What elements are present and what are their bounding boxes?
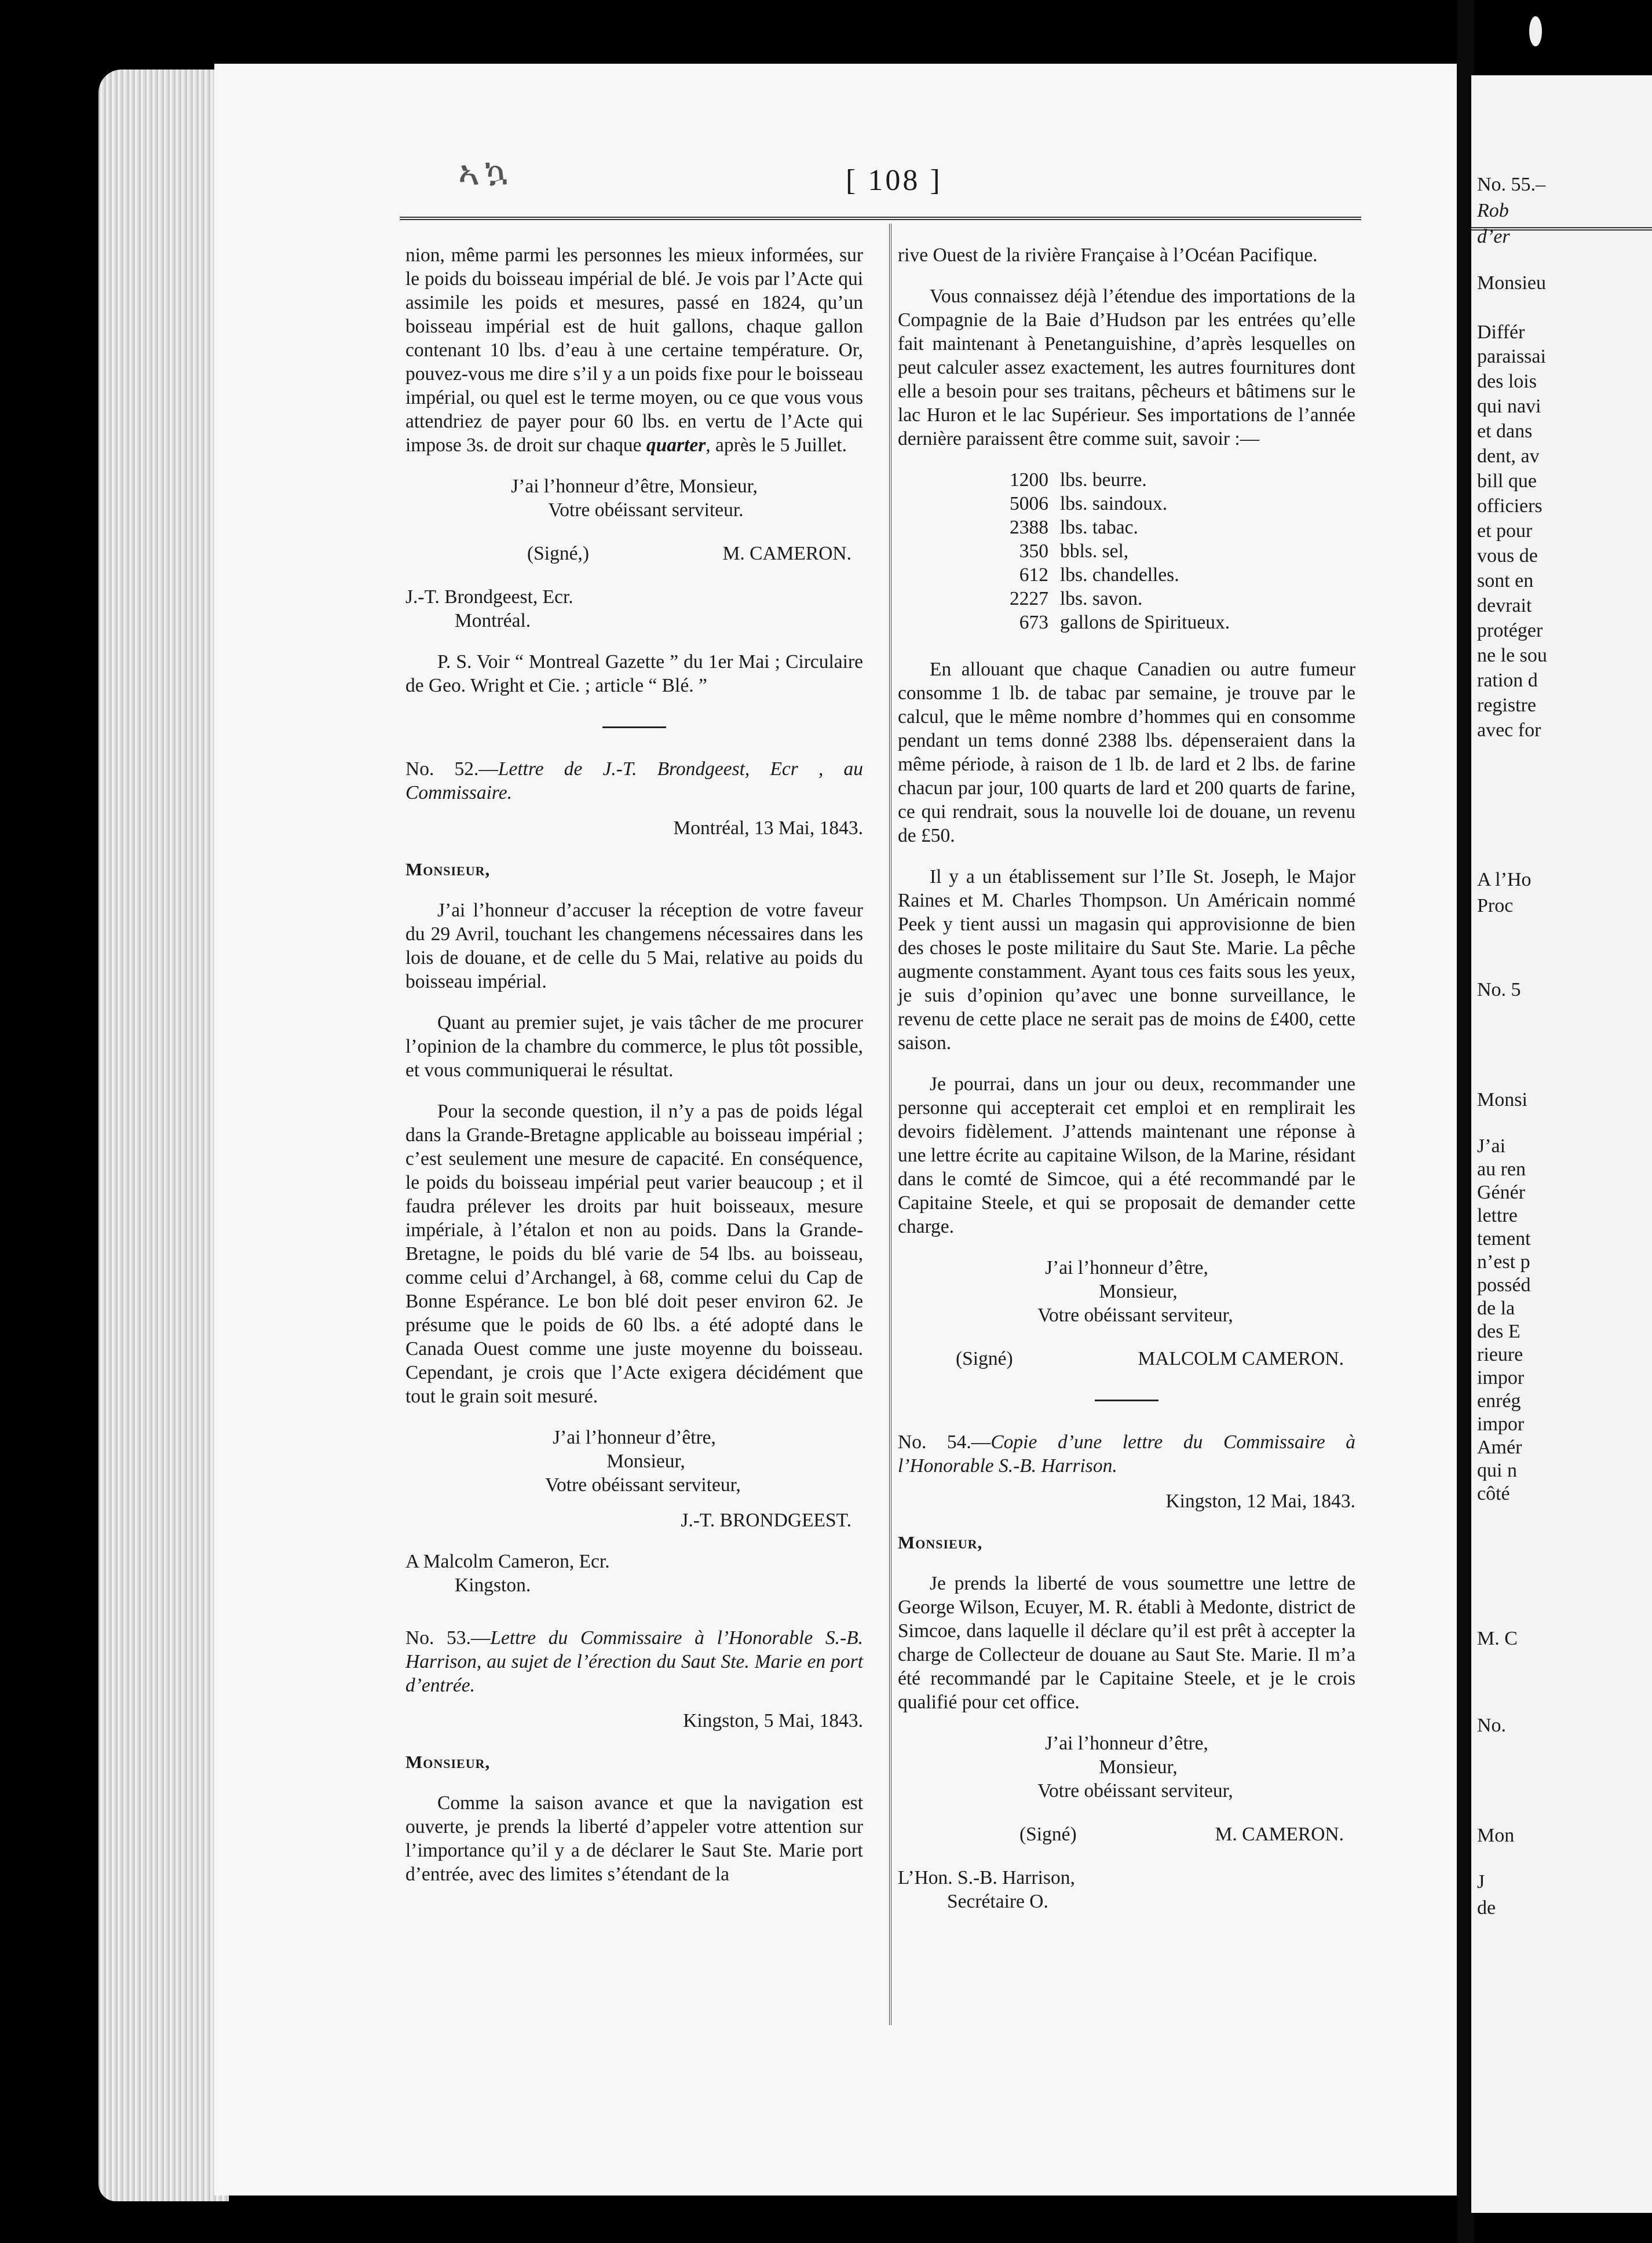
salutation: Monsieur, bbox=[898, 1532, 983, 1552]
adjacent-page-fragment: Amér bbox=[1477, 1437, 1522, 1458]
paragraph: J’ai l’honneur d’accuser la réception de votre faveur du 29 Avril, touchant les changemens nécessaires dans les lois de douane, et de celle du 5 Mai, relative au poids du boisseau impérial. bbox=[405, 900, 863, 992]
adjacent-page-fragment: ne le sou bbox=[1477, 645, 1547, 666]
paragraph: Comme la saison avance et que la navigation est ouverte, je prends la liberté d’appeler votre attention sur l’importance qu’il y a de déclarer le Saut Ste. Marie port d’entrée, avec des limites s’étendant de la bbox=[405, 1792, 863, 1885]
adjacent-page-fragment: paraissai bbox=[1477, 346, 1546, 367]
list-item: 350 bbls. sel, bbox=[1019, 540, 1129, 562]
postscript: P. S. Voir “ Montreal Gazette ” du 1er Mai ; Circulaire de Geo. Wright et Cie. ; article “ Blé. ” bbox=[405, 651, 863, 696]
paragraph: Vous connaissez déjà l’étendue des importations de la Compagnie de la Baie d’Hudson par les entrées qu’elle fait maintenant à Penetanguishine, d’après lesquelles on peut calculer assez exactement, les autres fournitures dont elle a besoin pour ses traitans, pêcheurs et bâtimens sur le lac Huron et le lac Supérieur. Ses importations de l’année dernière paraissent être comme suit, savoir :— bbox=[898, 286, 1355, 450]
imports-list bbox=[985, 468, 1355, 634]
addressee: L’Hon. S.-B. Harrison, Secrétaire O. bbox=[898, 1867, 1075, 1912]
section-divider bbox=[1095, 1400, 1158, 1401]
paragraph: Pour la seconde question, il n’y a pas de poids légal dans la Grande-Bretagne applicable au boisseau impérial ; c’est seulement une mesure de capacité. En conséquence, le poids du boisseau impérial peut varier beaucoup ; et il faudra prélever les droits par huit boisseaux, mesure impériale, à l’étalon et non au poids. Dans la Grande-Bretagne, le poids du blé varie de 54 lbs. au boisseau, comme celui d’Archangel, à 68, comme celui du Cap de Bonne Espérance. Le bon blé doit peser environ 62. Je présume que le poids de 60 lbs. a été adopté dans le Canada Ouest comme une juste moyenne du boisseau. Cependant, je crois que l’Acte exigera décidément que tout le grain soit mesuré. bbox=[405, 1101, 863, 1407]
adjacent-page-fragment: J’ai bbox=[1477, 1135, 1506, 1157]
adjacent-page-fragment: No. 5 bbox=[1477, 979, 1521, 1000]
adjacent-page-fragment: J bbox=[1477, 1871, 1485, 1893]
signature-name: M. CAMERON. bbox=[1215, 1824, 1344, 1845]
paragraph: En allouant que chaque Canadien ou autre fumeur consomme 1 lb. de tabac par semaine, je trouve par le calcul, que le même nombre d’hommes qui en consomme pendant un tems donné 2388 lbs. dépenseraient dans la même période, à raison de 1 lb. de lard et 2 lbs. de farine chacun par jour, 100 quarts de lard et 200 quarts de farine, ce qui rendrait, sous la nouvelle loi de douane, un revenu de £50. bbox=[898, 659, 1355, 846]
list-item: 5006 lbs. saindoux. bbox=[1010, 493, 1168, 514]
paragraph: Quant au premier sujet, je vais tâcher de me procurer l’opinion de la chambre du commerce, le plus tôt possible, et vous communiquerai le résultat. bbox=[405, 1012, 863, 1081]
list-item: 1200 lbs. beurre. bbox=[1010, 469, 1147, 491]
book-page-edges bbox=[98, 70, 229, 2201]
scan-artifact bbox=[1529, 16, 1542, 46]
adjacent-page-fragment: de bbox=[1477, 1897, 1496, 1919]
adjacent-page-fragment: Monsieu bbox=[1477, 272, 1546, 294]
list-item: 673 gallons de Spiritueux. bbox=[1019, 612, 1230, 633]
right-column bbox=[898, 243, 1355, 1919]
paragraph: Je prends la liberté de vous soumettre une lettre de George Wilson, Ecuyer, M. R. établi à Medonte, district de Simcoe, dans laquelle il déclare qu’il est prêt à accepter la charge de Collecteur de douane au Saut Ste. Marie. Il m’a été recommandé par le Capitaine Steele, et je le crois qualifié pour cet office. bbox=[898, 1573, 1355, 1713]
paragraph: Il y a un établissement sur l’Ile St. Joseph, le Major Raines et M. Charles Thompson. Un Américain nommé Peek y tient aussi un magasin qui approvisionne de bien des choses le poste militaire du Saut Ste. Marie. La pêche augmente constamment. Ayant tous ces faits sous les yeux, je suis d’opinion qu’avec une bonne surveillance, le revenu de cette place ne serait pas de moins de £400, cette saison. bbox=[898, 866, 1355, 1054]
adjacent-page-fragment: vous de bbox=[1477, 545, 1538, 567]
adjacent-page-fragment: et pour bbox=[1477, 520, 1533, 542]
letter-heading-52: No. 52.—Lettre de J.-T. Brondgeest, Ecr , au Commissaire. bbox=[405, 758, 863, 803]
adjacent-page-fragment: Mon bbox=[1477, 1825, 1515, 1846]
adjacent-page-fragment: Proc bbox=[1477, 895, 1514, 916]
adjacent-page-fragment: qui navi bbox=[1477, 396, 1541, 417]
section-divider bbox=[602, 726, 666, 728]
list-item: 2388 lbs. tabac. bbox=[1010, 517, 1138, 538]
adjacent-page-fragment: des E bbox=[1477, 1321, 1521, 1342]
letter-heading-53: No. 53.—Lettre du Commissaire à l’Honorable S.-B. Harrison, au sujet de l’érection du Saut Ste. Marie en port d’entrée. bbox=[405, 1627, 863, 1696]
adjacent-page-fragment: impor bbox=[1477, 1367, 1525, 1389]
adjacent-page-fragment: sont en bbox=[1477, 570, 1534, 591]
adjacent-page-fragment: impor bbox=[1477, 1413, 1525, 1435]
signature-name: MALCOLM CAMERON. bbox=[1138, 1348, 1344, 1369]
closing-formula: J’ai l’honneur d’être, Monsieur, Votre obéissant serviteur, bbox=[1037, 1257, 1233, 1326]
adjacent-page-fragment: A l’Ho bbox=[1477, 869, 1532, 890]
adjacent-page-fragment: au ren bbox=[1477, 1159, 1526, 1180]
salutation: Monsieur, bbox=[405, 1752, 491, 1772]
adjacent-page-fragment: Génér bbox=[1477, 1182, 1526, 1203]
left-column bbox=[405, 243, 863, 1904]
header-rule bbox=[400, 217, 1361, 220]
adjacent-page-fragment: officiers bbox=[1477, 495, 1543, 517]
list-item: 612 lbs. chandelles. bbox=[1019, 564, 1179, 586]
signature-line: (Signé,) M. CAMERON. bbox=[527, 543, 851, 564]
adjacent-page-fragment: dent, av bbox=[1477, 445, 1540, 467]
dateline: Kingston, 12 Mai, 1843. bbox=[1165, 1491, 1355, 1512]
adjacent-page-fragment: ration d bbox=[1477, 670, 1538, 691]
addressee: J.-T. Brondgeest, Ecr. Montréal. bbox=[405, 586, 573, 631]
ink-mark: ኣኳ bbox=[455, 149, 516, 195]
adjacent-page-fragment: des lois bbox=[1477, 371, 1537, 392]
signature-line: (Signé) MALCOLM CAMERON. bbox=[956, 1348, 1344, 1369]
paragraph: nion, même parmi les personnes les mieux informées, sur le poids du boisseau impérial de blé. Je vois par l’Acte qui assimile les poids et mesures, passé en 1824, qu’un boisseau impérial est de huit gallons, chaque gallon contenant 10 lbs. d’eau à une certaine température. Or, pouvez-vous me dire s’il y a un poids fixe pour le boisseau impérial, ou quel est le terme moyen, ou ce que vous vous attendriez de payer pour 60 lbs. en vertu de l’Acte qui impose 3s. de droit sur chaque quarter, après le 5 Juillet. bbox=[405, 244, 863, 456]
adjacent-page-fragment: devrait bbox=[1477, 595, 1532, 616]
adjacent-page-fragment: côté bbox=[1477, 1483, 1510, 1504]
closing-formula: J’ai l’honneur d’être, Monsieur, Votre obéissant serviteur. bbox=[511, 476, 758, 521]
closing-formula: J’ai l’honneur d’être, Monsieur, Votre obéissant serviteur, bbox=[1037, 1733, 1233, 1802]
addressee: A Malcolm Cameron, Ecr. Kingston. bbox=[405, 1551, 610, 1596]
dateline: Montréal, 13 Mai, 1843. bbox=[673, 817, 863, 839]
adjacent-page-fragment: avec for bbox=[1477, 719, 1541, 741]
adjacent-page-fragment: qui n bbox=[1477, 1460, 1517, 1481]
adjacent-page-fragment: bill que bbox=[1477, 470, 1537, 492]
dateline: Kingston, 5 Mai, 1843. bbox=[683, 1710, 863, 1731]
adjacent-page-fragment: lettre bbox=[1477, 1205, 1518, 1226]
adjacent-page-fragment: posséd bbox=[1477, 1274, 1531, 1296]
letter-heading-54: No. 54.—Copie d’une lettre du Commissaire à l’Honorable S.-B. Harrison. bbox=[898, 1431, 1355, 1477]
signature-name: M. CAMERON. bbox=[722, 543, 851, 564]
adjacent-page-fragment: d’er bbox=[1477, 226, 1510, 247]
salutation: Monsieur, bbox=[405, 859, 491, 879]
adjacent-page-fragment: de la bbox=[1477, 1298, 1515, 1319]
column-divider bbox=[889, 224, 891, 2025]
adjacent-page-fragment: n’est p bbox=[1477, 1251, 1530, 1273]
adjacent-page-fragment: Monsi bbox=[1477, 1089, 1527, 1110]
adjacent-page-fragment: M. C bbox=[1477, 1628, 1518, 1649]
paragraph: Je pourrai, dans un jour ou deux, recommander une personne qui accepterait cet emploi et en remplirait les devoirs fidèlement. J’attends maintenant une réponse à une lettre écrite au capitaine Wilson, de la Marine, résidant dans le comté de Simcoe, qui a été recommandé par le Capitaine Steele, et qui se proposait de demander cette charge. bbox=[898, 1073, 1355, 1237]
signature-line: (Signé) M. CAMERON. bbox=[1019, 1824, 1344, 1845]
adjacent-page-fragment: et dans bbox=[1477, 421, 1533, 442]
page-number: [ 108 ] bbox=[846, 164, 942, 197]
signature-name: J.-T. BRONDGEEST. bbox=[681, 1510, 851, 1531]
paragraph: rive Ouest de la rivière Française à l’Océan Pacifique. bbox=[898, 244, 1318, 266]
adjacent-page-fragment: Différ bbox=[1477, 322, 1525, 343]
adjacent-page-fragment: enrég bbox=[1477, 1390, 1521, 1412]
adjacent-page-fragment: tement bbox=[1477, 1228, 1531, 1250]
closing-formula: J’ai l’honneur d’être, Monsieur, Votre obéissant serviteur, bbox=[545, 1427, 741, 1496]
adjacent-page bbox=[1471, 75, 1652, 2213]
adjacent-page-fragment: protéger bbox=[1477, 620, 1543, 641]
list-item: 2227 lbs. savon. bbox=[1010, 588, 1143, 609]
adjacent-page-fragment: rieure bbox=[1477, 1344, 1523, 1365]
adjacent-page-fragment: No. bbox=[1477, 1715, 1507, 1736]
adjacent-page-fragment: No. 55.– bbox=[1477, 174, 1546, 195]
adjacent-page-fragment: registre bbox=[1477, 695, 1536, 716]
adjacent-page-fragment: Rob bbox=[1477, 200, 1509, 221]
